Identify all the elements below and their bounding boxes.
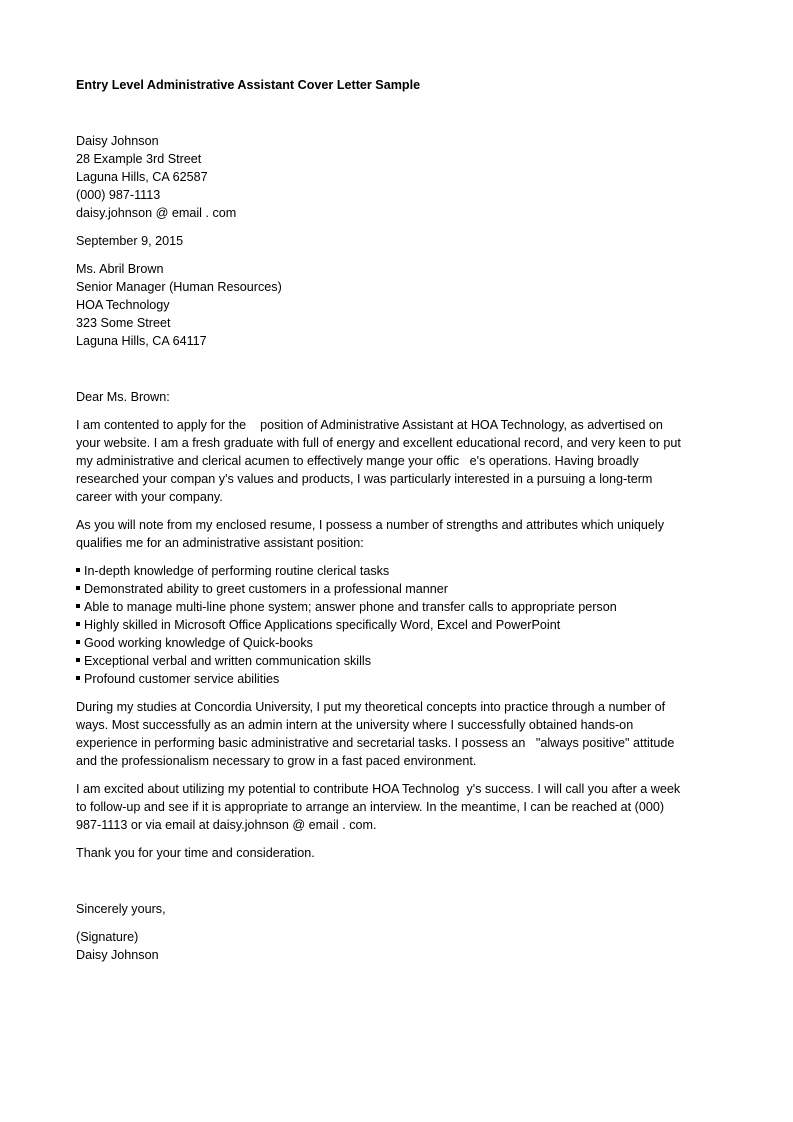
bullet-icon bbox=[76, 586, 80, 590]
document-title: Entry Level Administrative Assistant Cover Letter Sample bbox=[76, 78, 421, 92]
bullet-icon bbox=[76, 658, 80, 662]
recipient-street: 323 Some Street bbox=[76, 316, 171, 330]
skill-text: Able to manage multi-line phone system; answer phone and transfer calls to appropriate person bbox=[84, 600, 617, 614]
sender-email: daisy.johnson @ email . com bbox=[76, 206, 237, 220]
paragraph-experience bbox=[76, 698, 716, 770]
paragraph-strengths bbox=[76, 516, 716, 552]
signature-placeholder: (Signature) bbox=[76, 930, 139, 944]
paragraph-line: 987-1113 or via email at daisy.johnson @ email . com. bbox=[76, 818, 377, 832]
bullet-icon bbox=[76, 622, 80, 626]
list-item bbox=[76, 580, 716, 598]
skill-text: Good working knowledge of Quick-books bbox=[84, 636, 313, 650]
thanks-block bbox=[76, 844, 716, 862]
paragraph-line: I am excited about utilizing my potential to contribute HOA Technolog y's success. I will call you after a week bbox=[76, 782, 681, 796]
paragraph-line: qualifies me for an administrative assistant position: bbox=[76, 536, 364, 550]
signer-name: Daisy Johnson bbox=[76, 948, 159, 962]
sender-phone: (000) 987-1113 bbox=[76, 188, 161, 202]
bullet-icon bbox=[76, 640, 80, 644]
paragraph-line: and the professionalism necessary to grow in a fast paced environment. bbox=[76, 754, 477, 768]
list-item bbox=[76, 616, 716, 634]
list-item bbox=[76, 598, 716, 616]
list-item bbox=[76, 652, 716, 670]
salutation-block bbox=[76, 388, 716, 406]
list-item bbox=[76, 634, 716, 652]
skill-text: Demonstrated ability to greet customers in a professional manner bbox=[84, 582, 448, 596]
paragraph-line: ways. Most successfully as an admin intern at the university where I successfully obtained hands-on bbox=[76, 718, 634, 732]
recipient-city-state-zip: Laguna Hills, CA 64117 bbox=[76, 334, 207, 348]
letter-date: September 9, 2015 bbox=[76, 234, 184, 248]
paragraph-line: my administrative and clerical acumen to effectively mange your offic e's operations. Having broadly bbox=[76, 454, 639, 468]
sender-city-state-zip: Laguna Hills, CA 62587 bbox=[76, 170, 208, 184]
paragraph-line: As you will note from my enclosed resume, I possess a number of strengths and attributes which uniquely bbox=[76, 518, 664, 532]
list-item bbox=[76, 670, 716, 688]
closing-line: Sincerely yours, bbox=[76, 902, 166, 916]
signature-block bbox=[76, 928, 716, 964]
sender-street: 28 Example 3rd Street bbox=[76, 152, 202, 166]
skill-text: Exceptional verbal and written communication skills bbox=[84, 654, 371, 668]
salutation: Dear Ms. Brown: bbox=[76, 390, 170, 404]
paragraph-line: your website. I am a fresh graduate with full of energy and excellent educational record, and very keen to put bbox=[76, 436, 681, 450]
list-item bbox=[76, 562, 716, 580]
skill-text: Profound customer service abilities bbox=[84, 672, 280, 686]
paragraph-intro bbox=[76, 416, 716, 506]
paragraph-line: to follow-up and see if it is appropriate to arrange an interview. In the meantime, I can be reached at (000) bbox=[76, 800, 665, 814]
recipient-company: HOA Technology bbox=[76, 298, 170, 312]
paragraph-followup bbox=[76, 780, 716, 834]
recipient-title: Senior Manager (Human Resources) bbox=[76, 280, 282, 294]
sender-name: Daisy Johnson bbox=[76, 134, 159, 148]
paragraph-line: researched your compan y's values and products, I was particularly interested in a pursuing a long-term bbox=[76, 472, 653, 486]
recipient-name: Ms. Abril Brown bbox=[76, 262, 164, 276]
thanks-line: Thank you for your time and consideration. bbox=[76, 846, 315, 860]
bullet-icon bbox=[76, 568, 80, 572]
skill-text: In-depth knowledge of performing routine clerical tasks bbox=[84, 564, 390, 578]
letter-date-block bbox=[76, 232, 716, 250]
closing-block bbox=[76, 900, 716, 918]
bullet-icon bbox=[76, 604, 80, 608]
paragraph-line: During my studies at Concordia University, I put my theoretical concepts into practice through a number of bbox=[76, 700, 666, 714]
skill-text: Highly skilled in Microsoft Office Applications specifically Word, Excel and PowerPoint bbox=[84, 618, 561, 632]
recipient-address bbox=[76, 260, 716, 350]
sender-address bbox=[76, 132, 716, 222]
paragraph-line: I am contented to apply for the position of Administrative Assistant at HOA Technology, as advertised on bbox=[76, 418, 663, 432]
skills-list-block bbox=[76, 562, 716, 688]
skills-list bbox=[76, 562, 716, 688]
bullet-icon bbox=[76, 676, 80, 680]
paragraph-line: experience in performing basic administrative and secretarial tasks. I possess an "always positive" attitude bbox=[76, 736, 675, 750]
paragraph-line: career with your company. bbox=[76, 490, 223, 504]
